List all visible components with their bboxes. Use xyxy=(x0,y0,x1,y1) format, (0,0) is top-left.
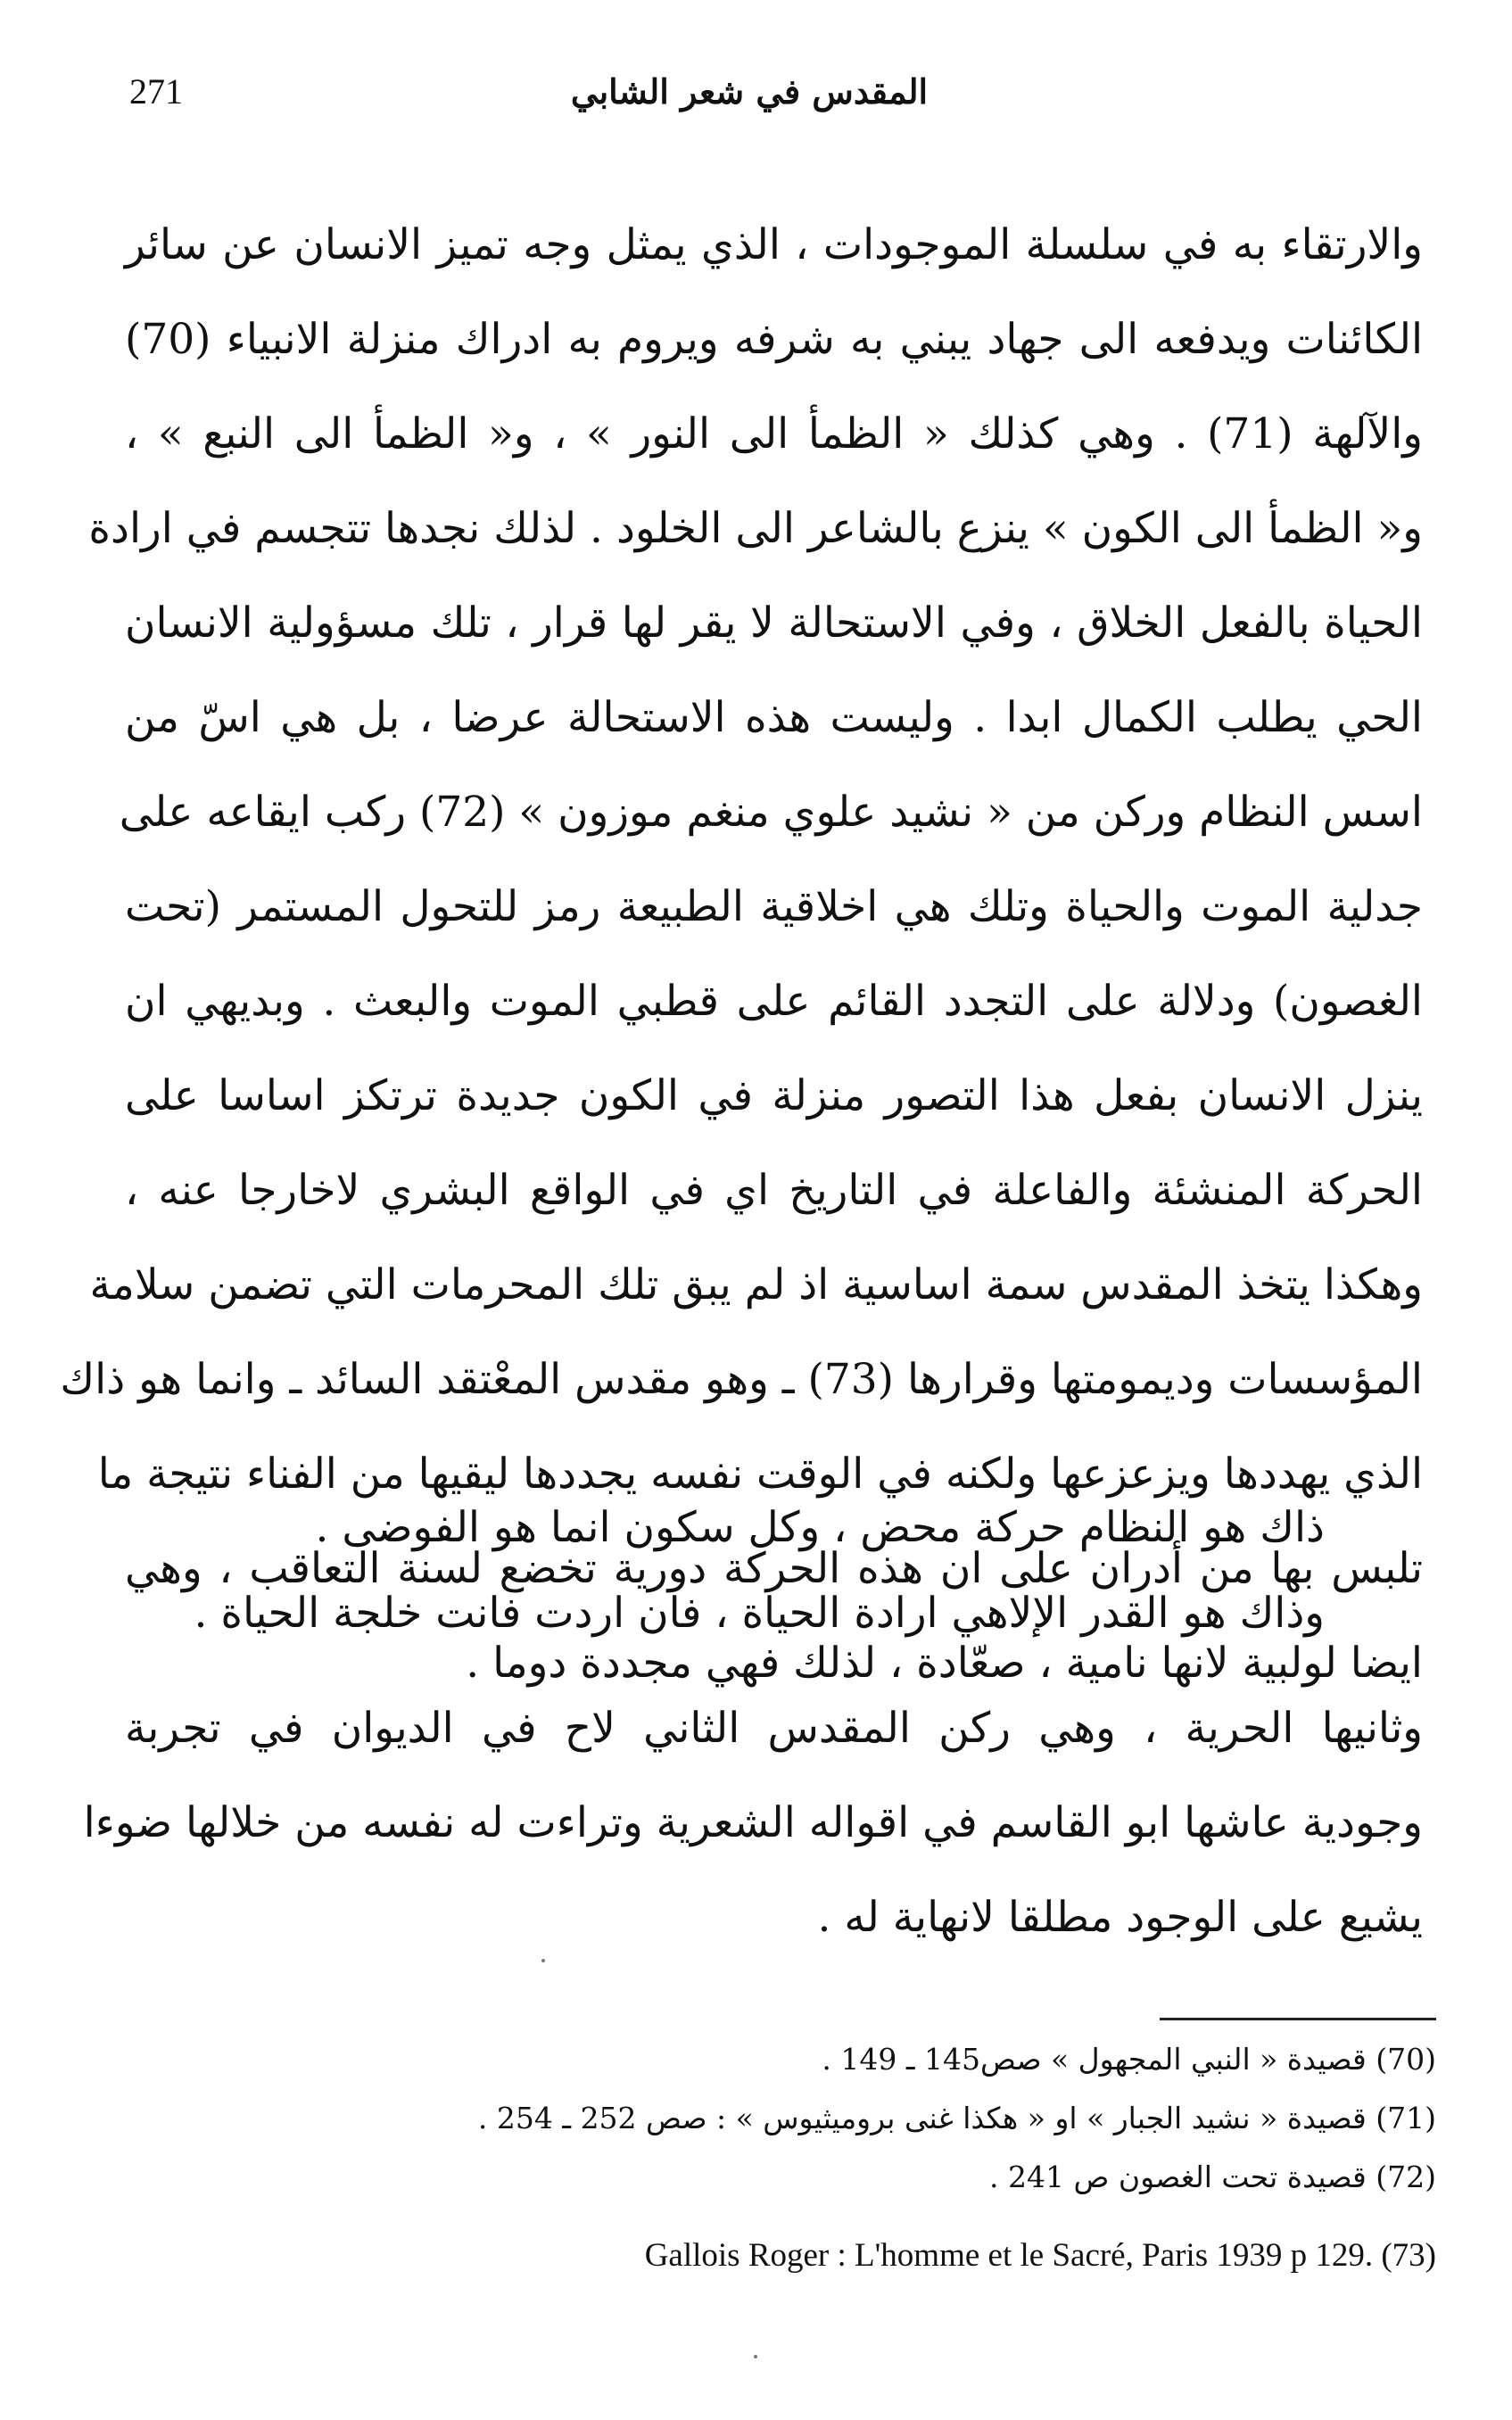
paragraph-3 xyxy=(83,1681,1423,1965)
text-line: ينزل الانسان بفعل هذا التصور منزلة في الكون جديدة ترتكز اساسا على xyxy=(125,1071,1423,1120)
text-line: الذي يهددها ويزعزعها ولكنه في الوقت نفسه يجددها ليقيها من الفناء نتيجة ما xyxy=(97,1450,1423,1499)
footnote-71: (71) قصيدة « نشيد الجبار » او « هكذا غنى بروميثيوس » : صص 252 ـ 254 . xyxy=(477,2101,1436,2135)
text-line: ايضا لولبية لانها نامية ، صعّادة ، لذلك فهي مجددة دوما . xyxy=(466,1639,1423,1688)
page-number: 271 xyxy=(129,71,183,112)
text-line: وذاك هو القدر الإلاهي ارادة الحياة ، فان اردت فانت خلجة الحياة . xyxy=(194,1589,1325,1638)
text-line: يشيع على الوجود مطلقا لانهاية له . xyxy=(817,1893,1423,1942)
text-line: الغصون) ودلالة على التجدد القائم على قطبي الموت والبعث . وبديهي ان xyxy=(125,977,1423,1026)
text-line: و« الظمأ الى الكون » ينزع بالشاعر الى الخلود . لذلك نجدها تتجسم في ارادة xyxy=(88,504,1423,553)
running-title: المقدس في شعر الشابي xyxy=(570,71,929,112)
footnote-73: Gallois Roger : L'homme et le Sacré, Paris 1939 p 129. (73) xyxy=(644,2237,1436,2274)
text-line: المؤسسات وديمومتها وقرارها (73) ـ وهو مقدس المعْتقد السائد ـ وانما هو ذاك xyxy=(60,1355,1423,1404)
footnotes xyxy=(477,2030,1436,2207)
paragraph-2 xyxy=(125,1485,1325,1656)
text-line: الكائنات ويدفعه الى جهاد يبني به شرفه ويروم به ادراك منزلة الانبياء (70) xyxy=(125,315,1423,364)
footnote-70: (70) قصيدة « النبي المجهول » صص145 ـ 149 . xyxy=(822,2042,1436,2077)
text-line: الحي يطلب الكمال ابدا . وليست هذه الاستحالة عرضا ، بل هي اسّ من xyxy=(125,693,1423,742)
text-line: ذاك هو النظام حركة محض ، وكل سكون انما هو الفوضى . xyxy=(315,1503,1325,1552)
text-line: وجودية عاشها ابو القاسم في اقواله الشعرية وتراءت له نفسه من خلالها ضوءا xyxy=(83,1798,1423,1847)
text-line: وثانيها الحرية ، وهي ركن المقدس الثاني لاح في الديوان في تجربة xyxy=(125,1704,1423,1753)
text-line: الحياة بالفعل الخلاق ، وفي الاستحالة لا يقر لها قرار ، تلك مسؤولية الانسان xyxy=(125,599,1423,648)
paragraph-1 xyxy=(60,198,1423,1711)
text-line: الحركة المنشئة والفاعلة في التاريخ اي في الواقع البشري لاخارجا عنه ، xyxy=(125,1166,1423,1215)
text-line: والآلهة (71) . وهي كذلك « الظمأ الى النور » ، و« الظمأ الى النبع » ، xyxy=(125,409,1423,458)
text-line: وهكذا يتخذ المقدس سمة اساسية اذ لم يبق تلك المحرمات التي تضمن سلامة xyxy=(89,1260,1423,1309)
footnote-72: (72) قصيدة تحت الغصون ص 241 . xyxy=(989,2160,1436,2194)
footnote-separator xyxy=(1160,2018,1436,2020)
scan-speck xyxy=(754,2355,757,2358)
text-line: جدلية الموت والحياة وتلك هي اخلاقية الطبيعة رمز للتحول المستمر (تحت xyxy=(125,882,1423,931)
text-line: والارتقاء به في سلسلة الموجودات ، الذي يمثل وجه تميز الانسان عن سائر xyxy=(125,220,1423,269)
scan-speck xyxy=(541,1959,545,1962)
text-line: اسس النظام وركن من « نشيد علوي منغم موزون » (72) ركب ايقاعه على xyxy=(119,788,1423,837)
text-line: تلبس بها من أدران على ان هذه الحركة دورية تخضع لسنة التعاقب ، وهي xyxy=(125,1544,1423,1593)
